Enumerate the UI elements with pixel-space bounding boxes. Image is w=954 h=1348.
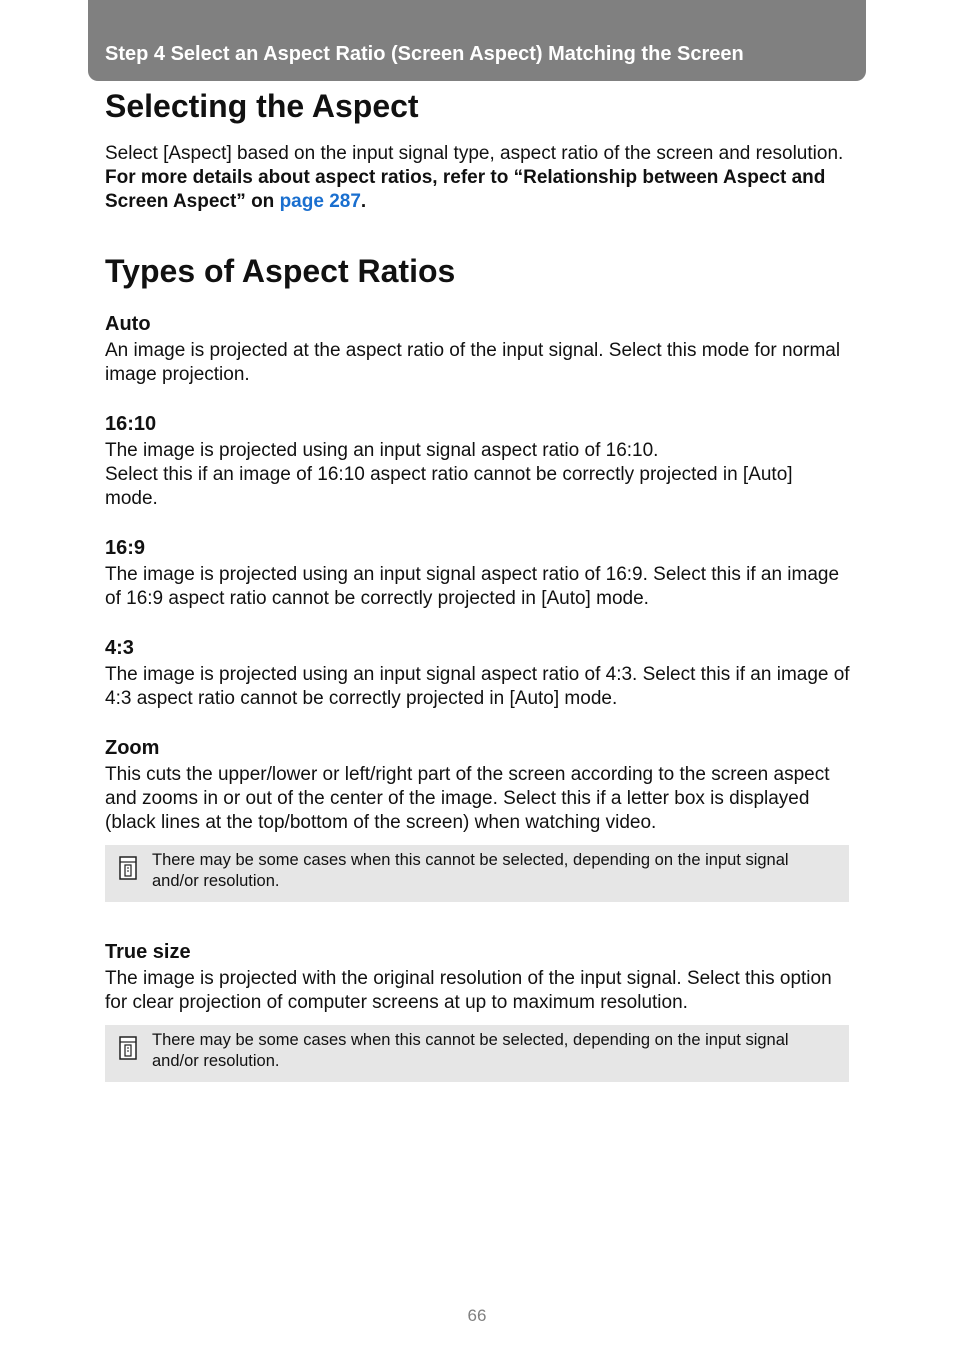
item-title-16-10: 16:10 bbox=[105, 413, 157, 435]
note-box-zoom bbox=[105, 845, 849, 902]
reference-end: . bbox=[360, 191, 367, 212]
item-text-16-10-line1: The image is projected using an input signal aspect ratio of 16:10. bbox=[105, 440, 659, 461]
item-title-4-3: 4:3 bbox=[105, 637, 134, 659]
page-content bbox=[105, 86, 850, 1082]
reference-text: For more details about aspect ratios, refer to “Relationship between Aspect and Screen Aspect” on bbox=[105, 167, 826, 212]
intro-paragraph: Select [Aspect] based on the input signal type, aspect ratio of the screen and resolution. bbox=[105, 143, 844, 164]
item-text-4-3: The image is projected using an input signal aspect ratio of 4:3. Select this if an image of 4:3 aspect ratio cannot be correctly projected in [Auto] mode. bbox=[105, 664, 850, 709]
item-title-16-9: 16:9 bbox=[105, 537, 146, 559]
page-number: 66 bbox=[467, 1306, 487, 1325]
page-link[interactable]: page 287 bbox=[279, 191, 361, 212]
item-title-auto: Auto bbox=[105, 313, 151, 335]
item-text-zoom: This cuts the upper/lower or left/right part of the screen according to the screen aspect and zooms in or out of the center of the image. Select this if a letter box is displayed (black lines at the top/bottom of the screen) when watching video. bbox=[105, 764, 830, 833]
item-text-16-10-line2: Select this if an image of 16:10 aspect ratio cannot be correctly projected in [Auto] mode. bbox=[105, 464, 793, 509]
header-title: Step 4 Select an Aspect Ratio (Screen Aspect) Matching the Screen bbox=[105, 43, 744, 65]
note-box-true-size bbox=[105, 1025, 849, 1082]
header-bar bbox=[88, 0, 866, 81]
item-title-true-size: True size bbox=[105, 941, 191, 963]
note-text-true-size: There may be some cases when this cannot be selected, depending on the input signal and/or resolution. bbox=[152, 1031, 789, 1070]
note-text-zoom: There may be some cases when this cannot be selected, depending on the input signal and/or resolution. bbox=[152, 851, 789, 890]
item-text-16-9: The image is projected using an input signal aspect ratio of 16:9. Select this if an image of 16:9 aspect ratio cannot be correctly projected in [Auto] mode. bbox=[105, 564, 840, 609]
item-text-auto: An image is projected at the aspect ratio of the input signal. Select this mode for normal image projection. bbox=[105, 340, 841, 385]
section-title-types: Types of Aspect Ratios bbox=[105, 253, 456, 289]
item-title-zoom: Zoom bbox=[105, 737, 160, 759]
item-text-true-size: The image is projected with the original resolution of the input signal. Select this option for clear projection of computer screens at up to maximum resolution. bbox=[105, 968, 832, 1013]
memo-icon bbox=[117, 1035, 139, 1061]
reference-paragraph bbox=[105, 166, 850, 214]
memo-icon bbox=[117, 855, 139, 881]
section-title-selecting: Selecting the Aspect bbox=[105, 88, 419, 124]
